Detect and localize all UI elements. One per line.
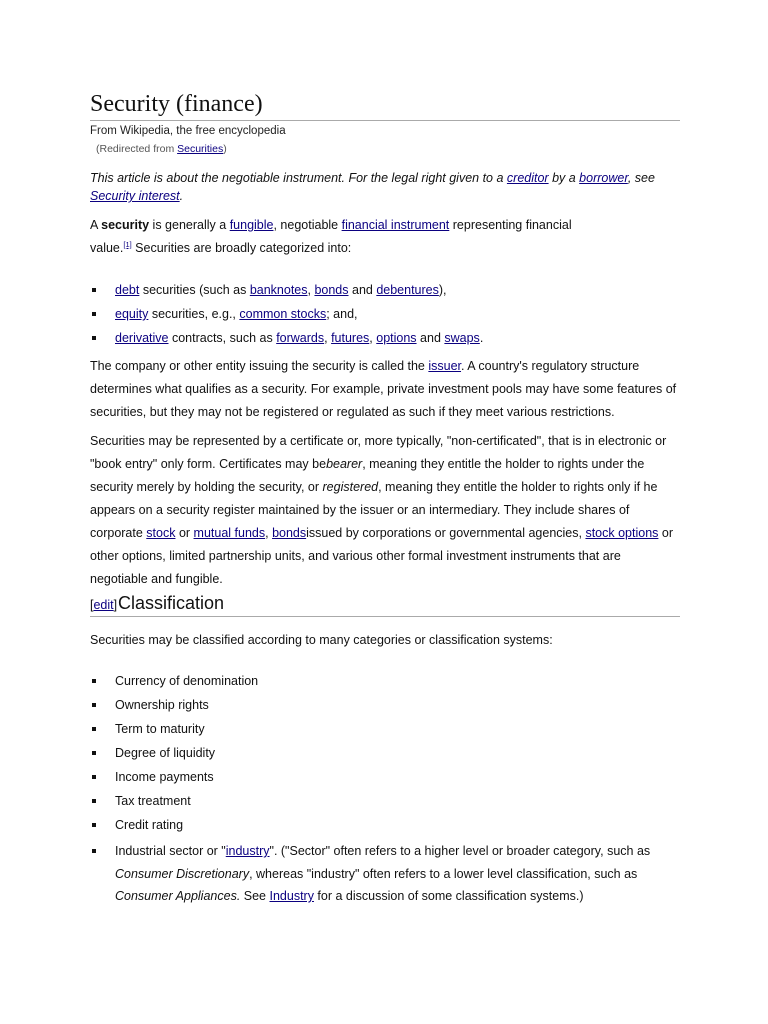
link-common-stocks[interactable]: common stocks bbox=[239, 307, 327, 321]
redirect-suffix: ) bbox=[223, 143, 227, 155]
classification-list bbox=[90, 669, 680, 837]
edit-bracket: ] bbox=[113, 598, 118, 612]
site-subtitle: From Wikipedia, the free encyclopedia bbox=[90, 125, 286, 137]
list-text: contracts, such as bbox=[168, 331, 277, 345]
list-text: ), bbox=[438, 283, 447, 297]
paragraph-text: , bbox=[265, 526, 273, 540]
issuer-paragraph bbox=[90, 355, 680, 424]
list-text: ; and, bbox=[326, 307, 358, 321]
list-item-sector bbox=[90, 840, 680, 908]
hatnote-text: by a bbox=[548, 171, 580, 185]
list-item-debt bbox=[90, 278, 680, 302]
paragraph-text: issued by corporations or governmental agencies, bbox=[306, 526, 586, 540]
category-list bbox=[90, 278, 680, 350]
sector-text bbox=[115, 840, 680, 908]
paragraph-text: . A country's regulatory structure determines what qualifies as a security. For example, private investment pools may have some features of securities, but they may not be registered or regulated as such if they meet various restrictions. bbox=[90, 359, 677, 419]
italic-term-registered: registered bbox=[322, 480, 379, 494]
list-text: , bbox=[307, 283, 315, 297]
intro-text: representing financial value. bbox=[90, 218, 572, 255]
list-item: Term to maturity bbox=[90, 717, 680, 741]
paragraph-text: The company or other entity issuing the security is called the bbox=[90, 359, 429, 373]
list-text: for a discussion of some classification systems.) bbox=[313, 889, 584, 903]
link-banknotes[interactable]: banknotes bbox=[249, 283, 308, 297]
link-stock-options[interactable]: stock options bbox=[585, 526, 659, 540]
intro-paragraph bbox=[90, 214, 580, 260]
list-text: Industrial sector or " bbox=[115, 844, 226, 858]
link-bonds-issued[interactable]: bonds bbox=[272, 526, 307, 540]
list-text: and bbox=[348, 283, 377, 297]
list-text: See bbox=[240, 889, 270, 903]
list-text: , bbox=[324, 331, 332, 345]
list-item: Ownership rights bbox=[90, 693, 680, 717]
italic-term-bearer: bearer bbox=[326, 457, 363, 471]
link-derivative[interactable]: derivative bbox=[115, 331, 169, 345]
link-creditor[interactable]: creditor bbox=[506, 171, 549, 185]
paragraph-text: or bbox=[175, 526, 194, 540]
link-stock[interactable]: stock bbox=[146, 526, 176, 540]
italic-consumer-appliances: Consumer Appliances. bbox=[115, 889, 241, 903]
link-debt[interactable]: debt bbox=[115, 283, 140, 297]
link-issuer[interactable]: issuer bbox=[428, 359, 462, 373]
intro-text: Securities are broadly categorized into: bbox=[131, 241, 352, 255]
hatnote-text: , see bbox=[627, 171, 655, 185]
italic-consumer-discretionary: Consumer Discretionary bbox=[115, 866, 250, 881]
hatnote-text: This article is about the negotiable instrument. For the legal right given to a bbox=[90, 171, 507, 185]
redirect-notice bbox=[96, 143, 227, 155]
edit-section bbox=[90, 598, 117, 612]
edit-link[interactable]: edit bbox=[93, 598, 114, 612]
link-industry[interactable]: industry bbox=[225, 844, 270, 858]
reference-link[interactable]: [1] bbox=[123, 240, 132, 249]
link-futures[interactable]: futures bbox=[331, 331, 370, 345]
link-swaps[interactable]: swaps bbox=[444, 331, 480, 345]
section-title: Classification bbox=[118, 593, 225, 613]
paragraph-text: , meaning they entitle the holder to rights only if he appears on a security register maintained by the issuer or an intermediary. They include shares of corporate bbox=[90, 480, 658, 540]
link-options[interactable]: options bbox=[376, 331, 417, 345]
paragraph-text: or other options, limited partnership units, and various other formal investment instruments that are negotiable and fungible. bbox=[90, 526, 674, 586]
page-title: Security (finance) bbox=[90, 89, 680, 121]
list-item: Currency of denomination bbox=[90, 669, 680, 693]
list-text: and bbox=[416, 331, 445, 345]
link-debentures[interactable]: debentures bbox=[376, 283, 439, 297]
list-text: , bbox=[369, 331, 377, 345]
list-item-equity bbox=[90, 302, 680, 326]
list-text: securities, e.g., bbox=[148, 307, 240, 321]
hatnote-text: . bbox=[179, 189, 184, 203]
list-item: Credit rating bbox=[90, 813, 680, 837]
list-text: ". ("Sector" often refers to a higher level or broader category, such as bbox=[269, 844, 651, 858]
paragraph-text: , meaning they entitle the holder to rights under the security merely by holding the security, or bbox=[90, 457, 645, 494]
edit-bracket: [ bbox=[90, 598, 94, 612]
list-text: securities (such as bbox=[139, 283, 250, 297]
forms-paragraph bbox=[90, 430, 680, 591]
intro-bold-term: security bbox=[101, 218, 150, 232]
list-item: Income payments bbox=[90, 765, 680, 789]
bullet bbox=[92, 849, 96, 853]
link-forwards[interactable]: forwards bbox=[276, 331, 325, 345]
link-borrower[interactable]: borrower bbox=[579, 171, 628, 185]
intro-text: is generally a bbox=[149, 218, 230, 232]
link-securities-redirect[interactable]: Securities bbox=[177, 143, 224, 155]
link-mutual-funds[interactable]: mutual funds bbox=[193, 526, 266, 540]
list-text: . bbox=[479, 331, 484, 345]
intro-text: , negotiable bbox=[273, 218, 342, 232]
link-bonds[interactable]: bonds bbox=[314, 283, 349, 297]
link-equity[interactable]: equity bbox=[115, 307, 149, 321]
section-heading-classification bbox=[90, 591, 680, 617]
link-industry-article[interactable]: Industry bbox=[269, 889, 314, 903]
list-item: Degree of liquidity bbox=[90, 741, 680, 765]
list-item: Tax treatment bbox=[90, 789, 680, 813]
list-text: , whereas "industry" often refers to a lower level classification, such as bbox=[249, 866, 638, 881]
paragraph-text: Securities may be represented by a certificate or, more typically, "non-certificated", that is in electronic or "book entry" only form. Certificates may be bbox=[90, 434, 667, 471]
list-item-derivative bbox=[90, 326, 680, 350]
classification-intro: Securities may be classified according to many categories or classification systems: bbox=[90, 633, 553, 647]
link-financial-instrument[interactable]: financial instrument bbox=[341, 218, 450, 232]
link-security-interest[interactable]: Security interest bbox=[90, 189, 180, 203]
redirect-prefix: (Redirected from bbox=[96, 143, 178, 155]
hatnote bbox=[90, 169, 680, 205]
link-fungible[interactable]: fungible bbox=[229, 218, 274, 232]
intro-text: A bbox=[90, 218, 102, 232]
